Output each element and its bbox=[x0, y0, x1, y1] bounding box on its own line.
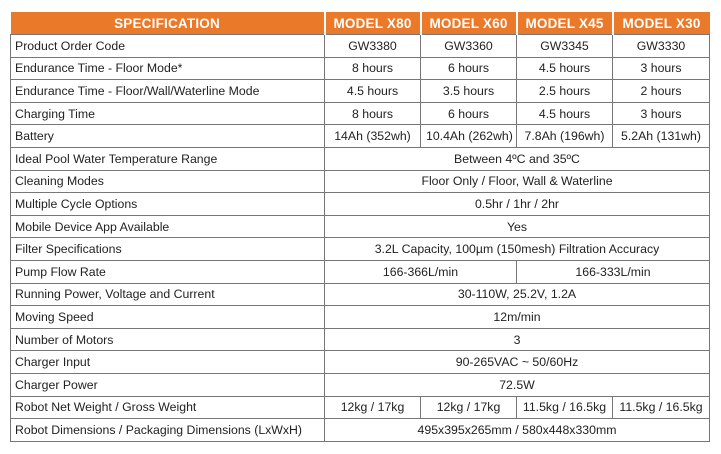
header-row bbox=[11, 12, 710, 35]
table-row bbox=[11, 260, 710, 283]
row-value: 6 hours bbox=[421, 102, 517, 125]
table-row bbox=[11, 193, 710, 216]
row-value: 3 hours bbox=[613, 102, 710, 125]
table-row bbox=[11, 102, 710, 125]
row-label: Battery bbox=[11, 125, 325, 148]
row-value: 3 bbox=[325, 328, 710, 351]
table-row bbox=[11, 373, 710, 396]
row-label: Number of Motors bbox=[11, 328, 325, 351]
row-label: Ideal Pool Water Temperature Range bbox=[11, 147, 325, 170]
table-row bbox=[11, 306, 710, 329]
table-row bbox=[11, 283, 710, 306]
row-value: 0.5hr / 1hr / 2hr bbox=[325, 193, 710, 216]
row-value: GW3330 bbox=[613, 35, 710, 58]
row-label: Cleaning Modes bbox=[11, 170, 325, 193]
row-value: 8 hours bbox=[325, 57, 421, 80]
row-value: 7.8Ah (196wh) bbox=[517, 125, 613, 148]
row-value: 4.5 hours bbox=[517, 102, 613, 125]
row-value: 3 hours bbox=[613, 57, 710, 80]
table-row bbox=[11, 419, 710, 442]
header-specification: SPECIFICATION bbox=[11, 12, 325, 35]
table-row bbox=[11, 328, 710, 351]
row-label: Multiple Cycle Options bbox=[11, 193, 325, 216]
header-model-x80: MODEL X80 bbox=[325, 12, 421, 35]
table-row bbox=[11, 170, 710, 193]
row-label: Moving Speed bbox=[11, 306, 325, 329]
table-row bbox=[11, 35, 710, 58]
row-label: Product Order Code bbox=[11, 35, 325, 58]
header-model-x45: MODEL X45 bbox=[517, 12, 613, 35]
specification-table bbox=[10, 12, 710, 442]
row-value: GW3360 bbox=[421, 35, 517, 58]
table-row bbox=[11, 57, 710, 80]
row-value: 166-333L/min bbox=[517, 260, 710, 283]
row-value: 3.5 hours bbox=[421, 80, 517, 103]
table-row bbox=[11, 351, 710, 374]
header-model-x30: MODEL X30 bbox=[613, 12, 710, 35]
row-value: 30-110W, 25.2V, 1.2A bbox=[325, 283, 710, 306]
row-value: 2 hours bbox=[613, 80, 710, 103]
row-value: 2.5 hours bbox=[517, 80, 613, 103]
table-row bbox=[11, 215, 710, 238]
row-value: 11.5kg / 16.5kg bbox=[613, 396, 710, 419]
row-label: Pump Flow Rate bbox=[11, 260, 325, 283]
row-value: 166-366L/min bbox=[325, 260, 517, 283]
row-value: 12m/min bbox=[325, 306, 710, 329]
row-value: 495x395x265mm / 580x448x330mm bbox=[325, 419, 710, 442]
spec-table-body bbox=[11, 35, 710, 442]
row-value: Yes bbox=[325, 215, 710, 238]
row-value: Between 4ºC and 35ºC bbox=[325, 147, 710, 170]
table-row bbox=[11, 125, 710, 148]
row-label: Filter Specifications bbox=[11, 238, 325, 261]
row-value: 4.5 hours bbox=[325, 80, 421, 103]
row-value: 6 hours bbox=[421, 57, 517, 80]
row-label: Charging Time bbox=[11, 102, 325, 125]
row-label: Charger Input bbox=[11, 351, 325, 374]
row-value: 10.4Ah (262wh) bbox=[421, 125, 517, 148]
row-label: Endurance Time - Floor Mode* bbox=[11, 57, 325, 80]
row-label: Running Power, Voltage and Current bbox=[11, 283, 325, 306]
row-label: Robot Dimensions / Packaging Dimensions (LxWxH) bbox=[11, 419, 325, 442]
row-label: Endurance Time - Floor/Wall/Waterline Mode bbox=[11, 80, 325, 103]
table-row bbox=[11, 147, 710, 170]
row-value: 12kg / 17kg bbox=[421, 396, 517, 419]
row-value: 4.5 hours bbox=[517, 57, 613, 80]
row-label: Robot Net Weight / Gross Weight bbox=[11, 396, 325, 419]
table-row bbox=[11, 238, 710, 261]
row-value: 12kg / 17kg bbox=[325, 396, 421, 419]
row-value: GW3345 bbox=[517, 35, 613, 58]
table-row bbox=[11, 80, 710, 103]
row-value: 11.5kg / 16.5kg bbox=[517, 396, 613, 419]
row-value: 72.5W bbox=[325, 373, 710, 396]
row-label: Mobile Device App Available bbox=[11, 215, 325, 238]
row-value: 14Ah (352wh) bbox=[325, 125, 421, 148]
row-value: Floor Only / Floor, Wall & Waterline bbox=[325, 170, 710, 193]
table-row bbox=[11, 396, 710, 419]
row-label: Charger Power bbox=[11, 373, 325, 396]
row-value: GW3380 bbox=[325, 35, 421, 58]
row-value: 90-265VAC ~ 50/60Hz bbox=[325, 351, 710, 374]
row-value: 3.2L Capacity, 100µm (150mesh) Filtration Accuracy bbox=[325, 238, 710, 261]
row-value: 8 hours bbox=[325, 102, 421, 125]
row-value: 5.2Ah (131wh) bbox=[613, 125, 710, 148]
header-model-x60: MODEL X60 bbox=[421, 12, 517, 35]
